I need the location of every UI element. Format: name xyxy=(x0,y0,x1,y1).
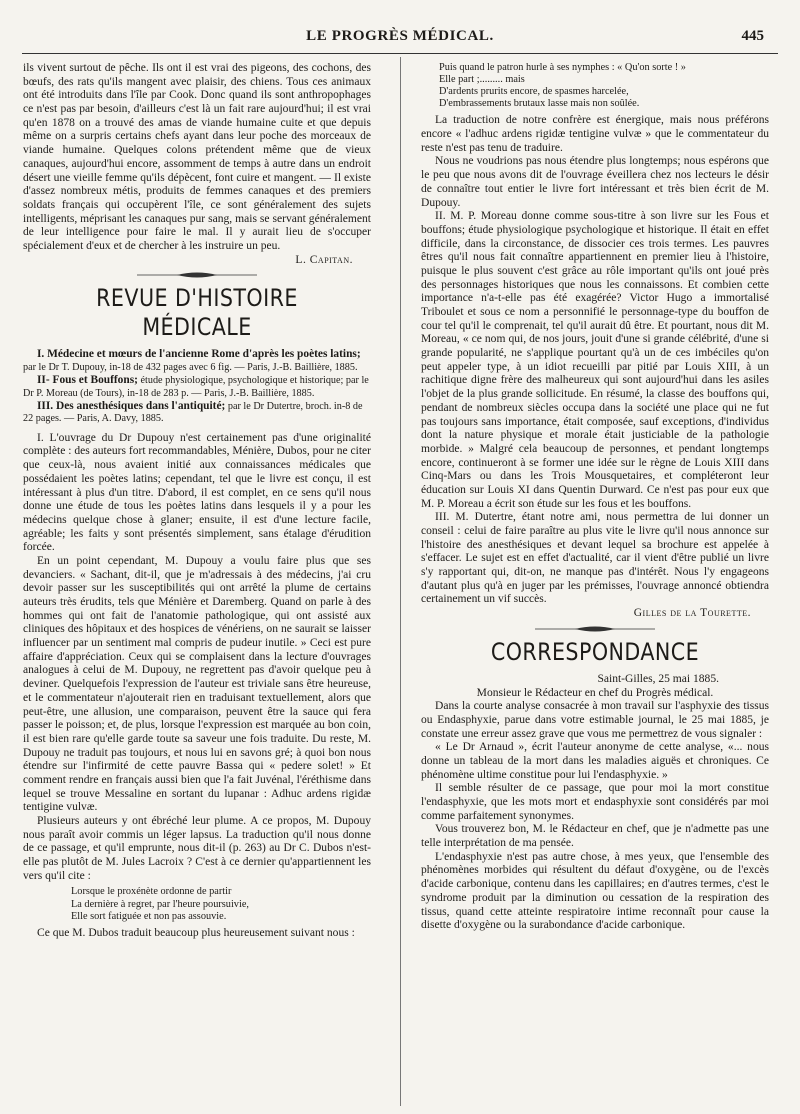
bib-entry xyxy=(23,400,371,426)
letter-salutation: Monsieur le Rédacteur en chef du Progrès médical. xyxy=(476,686,714,699)
bib-entry-details: par le Dr T. Dupouy, in-18 de 432 pages avec 6 fig. — Paris, J.-B. Baillière, 1885. xyxy=(23,361,358,373)
review-paragraph: Ce que M. Dubos traduit beaucoup plus heureusement suivant nous : xyxy=(37,926,355,939)
review-paragraph: La traduction de notre confrère est énergique, mais nous préférons encore « l'adhuc ardens rigidæ tentigine vulvæ » que le commentateur du reste n'est pas tenu de traduire. xyxy=(421,114,769,154)
letter-paragraph: L'endasphyxie n'est pas autre chose, à mes yeux, que l'ensemble des phénomènes morbides qui résultent du défaut d'oxygène, ou de l'excès d'acide carbonique, contenu dans les capillaires; en d'autres termes, c'est le syndrome produit par la diminution ou cessation de la respiration des tissus, quand cette atteinte respiratoire intime reconnaît pour cause la disette d'oxygène ou la surabondance d'acide carbonique. xyxy=(421,850,769,932)
bib-entry-details: étude physiologique, psychologique et historique; par le Dr P. Moreau (de Tours), in-18 de 283 p. — Paris, J.-B. Baillière, 1885. xyxy=(23,375,369,399)
verse-quote xyxy=(23,886,371,922)
verse-line: Elle part ;......... mais xyxy=(439,74,525,86)
review-paragraph: I. L'ouvrage du Dr Dupouy n'est certainement pas d'une originalité complète : des auteurs fort recommandables, Ménière, Dubos, pour ne citer que ceux-là, nous avaient initié aux connaissances médicales que possédaient les poètes latins; cependant, tel que le livre est conçu, il est intéressant à plus d'un titre. D'abord, il est complet, en ce sens qu'il nous donne une étude de tous les poètes latins dans lesquels il y a pour les médecins quelque chose à glaner; ensuite, il est d'une lecture facile, agréable; les faits y sont présentés simplement, sans étalage d'érudition forcée. xyxy=(23,431,371,554)
review-paragraph: En un point cependant, M. Dupouy a voulu faire plus que ses devanciers. « Sachant, dit-il, que je m'adressais à des médecins, j'ai cru devoir passer sur les susceptibilités qui ont arrêté la plume de certains auteurs très érudits, tels que Ménière et Daremberg. Quand on parle à des hommes qui ont fait de l'anatomie pathologique, qui ont assisté aux cliniques des hôpitaux et des hospices de vénériens, on ne saurait se laisser influencer par un sentiment mal compris de pudeur inutile. » Ceci est pure affaire d'appréciation. Ceux qui se complaisent dans la lecture d'ouvrages analogues à celui de M. Dupouy, ne regrettent pas d'avoir quelque peu à deviner. Quelquefois l'expression de l'auteur est triviale sans être heureuse, et le commentateur n'ajouterait rien en traduisant textuellement, alors que peut-être, une allusion, une comparaison, peuvent être la sauce qui fera passer le poisson; et, de plus, lorsque l'expression est marquée au bon coin, il est bien rare qu'elle garde toute sa saveur une fois traduite. Du reste, M. Dupouy ne traduit pas toujours, et nous lui en savons gré; à quoi bon nous étendre sur l'infirmité de cette pauvre Bassa qui « pedere solet! » Et comment rendre en français aussi bien que l'a fait Juvénal, l'éréthisme dans lequel se trouve Messaline en sortant du lupanar : Adhuc ardens rigidæ tentigine vulvæ. xyxy=(23,554,371,814)
review-signature: Gilles de la Tourette. xyxy=(633,607,751,620)
section-title-revue: REVUE D'HISTOIRE MÉDICALE xyxy=(96,284,298,342)
letter-dateline: Saint-Gilles, 25 mai 1885. xyxy=(597,672,719,685)
bib-entry xyxy=(23,374,371,400)
review-paragraph: Nous ne voudrions pas nous étendre plus longtemps; nous espérons que le peu que nous avons dit de l'ouvrage éveillera chez nos lecteurs le désir de connaître tout entier le livre fort intéressant et très bien écrit de M. Dupouy. xyxy=(421,155,769,209)
verse-line: D'ardents prurits encore, de spasmes harcelée, xyxy=(439,86,629,98)
left-column xyxy=(23,62,371,940)
section-ornament xyxy=(535,625,655,633)
verse-line: Lorsque le proxénète ordonne de partir xyxy=(71,886,232,898)
letter-paragraph: Vous trouverez bon, M. le Rédacteur en chef, que je n'admette pas une telle interprétation de ma pensée. xyxy=(421,823,769,850)
review-paragraph: Plusieurs auteurs y ont ébréché leur plume. A ce propos, M. Dupouy nous paraît avoir commis un léger lapsus. La traduction qu'il nous donne de ce passage, et qu'il emprunte, nous dit-il (p. 263) au Dr C. Dubos n'est-elle pas plutôt de M. Jules Lacroix ? C'est à ce dernier qu'appartiennent les vers qu'il cite : xyxy=(23,815,371,882)
section-ornament xyxy=(137,271,257,279)
letter-paragraph: Dans la courte analyse consacrée à mon travail sur l'asphyxie des tissus ou Endasphyxie, parue dans votre estimable journal, le 25 mai 1885, je constate une erreur assez grave que vous me permettrez de vous signaler : xyxy=(421,700,769,740)
column-divider xyxy=(400,57,401,1106)
review-paragraph: II. M. P. Moreau donne comme sous-titre à son livre sur les Fous et bouffons; étude physiologique psychologique et historique. Il était en effet difficile, dans la circonstance, de dissocier ces trois termes. Les pauvres êtres qu'il nous fait connaître appartiennent en premier lieu à l'histoire, puisque le plus souvent c'est grâce au rôle important qu'ils ont joué près des personnages historiques que nous les connaissons. Et combien cette importance n'a-t-elle pas été exagérée? Victor Hugo a immortalisé Triboulet et sous ce nom a personnifié le personnage-type du bouffon de cour tel qu'il le comprenait, tel qu'il aurait dû être. Et pourtant, nous dit M. Moreau, « ce nom qui, de nos jours, jouit d'une si grande célébrité, d'une si grande popularité, ne s'applique pourtant qu'à un de ces imbéciles qu'on peut appeler type, à un idiot recueilli par pitié par Louis XIII, à un rachitique digne frère des malheureux qui sont aujourd'hui dans les asiles l'objet de la plus grande sollicitude. En résumé, la classe des bouffons qui, pendant de nombreux siècles occupa dans la société une place qui ne fut pas toujours sans importance, était composée, sauf exceptions, d'individus dont la nature physique et morale était justiciable de la pathologie morbide. » Malgré cela beaucoup de personnes, et pendant longtemps encore, continueront à se former une idée sur le règne de Louis XIII dans Cinq-Mars ou dans les Trois Mousquetaires, et compléteront leur éducation sur Louis XI dans Quentin Durward. Ce n'est pas pour eux que M. P. Moreau a écrit son étude sur les fous et les bouffons. xyxy=(421,210,769,510)
letter-paragraph: « Le Dr Arnaud », écrit l'auteur anonyme de cette analyse, «... nous donne un tableau de la mort dans les maladies aiguës et chroniques. Ce phénomène ultime constitue pour lui l'endasphyxie. » xyxy=(421,741,769,781)
verse-line: D'embrassements brutaux lasse mais non soûlée. xyxy=(439,98,640,110)
header-rule xyxy=(22,53,778,54)
verse-line: Elle sort fatiguée et non pas assouvie. xyxy=(71,910,227,922)
verse-quote xyxy=(421,62,769,110)
verse-line: La dernière à regret, par l'heure poursuivie, xyxy=(71,898,249,910)
bib-entry-title: I. Médecine et mœurs de l'ancienne Rome d'après les poètes latins; xyxy=(37,348,361,361)
bib-entry xyxy=(23,348,371,374)
bib-entry-title: II- Fous et Bouffons; xyxy=(37,374,138,387)
section-title-correspondance: CORRESPONDANCE xyxy=(490,637,700,666)
verse-line: Puis quand le patron hurle à ses nymphes : « Qu'on sorte ! » xyxy=(439,62,686,73)
bib-entry-details: par le Dr Dutertre, broch. in-8 de 22 pages. — Paris, A. Davy, 1885. xyxy=(23,400,363,425)
letter-paragraph: Il semble résulter de ce passage, que pour moi la mort constitue l'endasphyxie, que les mots mort et endasphyxie sont considérés par moi comme parfaitement synonymes. xyxy=(421,782,769,822)
intro-signature: L. Capitan. xyxy=(295,253,353,266)
right-column xyxy=(421,62,769,933)
intro-paragraph: ils vivent surtout de pêche. Ils ont il est vrai des pigeons, des cochons, des bœufs, des rats qu'ils mangent avec plaisir, des chiens. Tous ces animaux ont été introduits dans l'île par Cook. Donc quand ils sont anthropophages ce n'est pas par besoin, d'ailleurs c'est là un fait rare aujourd'hui; il est vrai qu'en 1878 on a trouvé des amas de viande humaine cuite et que depuis même on a surpris certains chefs ayant dans leur poche des morceaux de viande humaine. Quelques colons prétendent même que de vieux canaques, aujourd'hui encore, assomment de temps à autre dans un endroit désert une vieille femme qu'ils dépècent, font cuire et mangent. — Il existe d'assez nombreux métis, produits de femmes canaques et des premiers soldats français qui occupèrent l'île, ce sont généralement des sujets intelligents, méprisant les canaques pur sang, mais se servant généralement de leur intelligence pour faire le mal. Il y aurait lieu de s'occuper spécialement d'eux et de chercher à les instruire un peu. xyxy=(23,62,371,252)
running-title: LE PROGRÈS MÉDICAL. xyxy=(306,28,494,44)
page-header xyxy=(22,28,778,48)
page-number: 445 xyxy=(741,28,764,44)
review-paragraph: III. M. Dutertre, étant notre ami, nous permettra de lui donner un conseil : celui de faire paraître au plus vite le livre qu'il nous annonce sur l'histoire des anesthésiques et devant lequel sa brochure est appelée à s'effacer. Le sujet est en effet d'actualité, car il vient d'être publié un livre s'y rapportant qui, dit-on, ne manque pas d'intérêt. Nous l'y engageons d'autant plus qu'à en juger par les prémisses, l'ouvrage annoncé obtiendra certainement un vif succès. xyxy=(421,511,769,606)
bib-entry-title: III. Des anesthésiques dans l'antiquité; xyxy=(37,399,226,412)
